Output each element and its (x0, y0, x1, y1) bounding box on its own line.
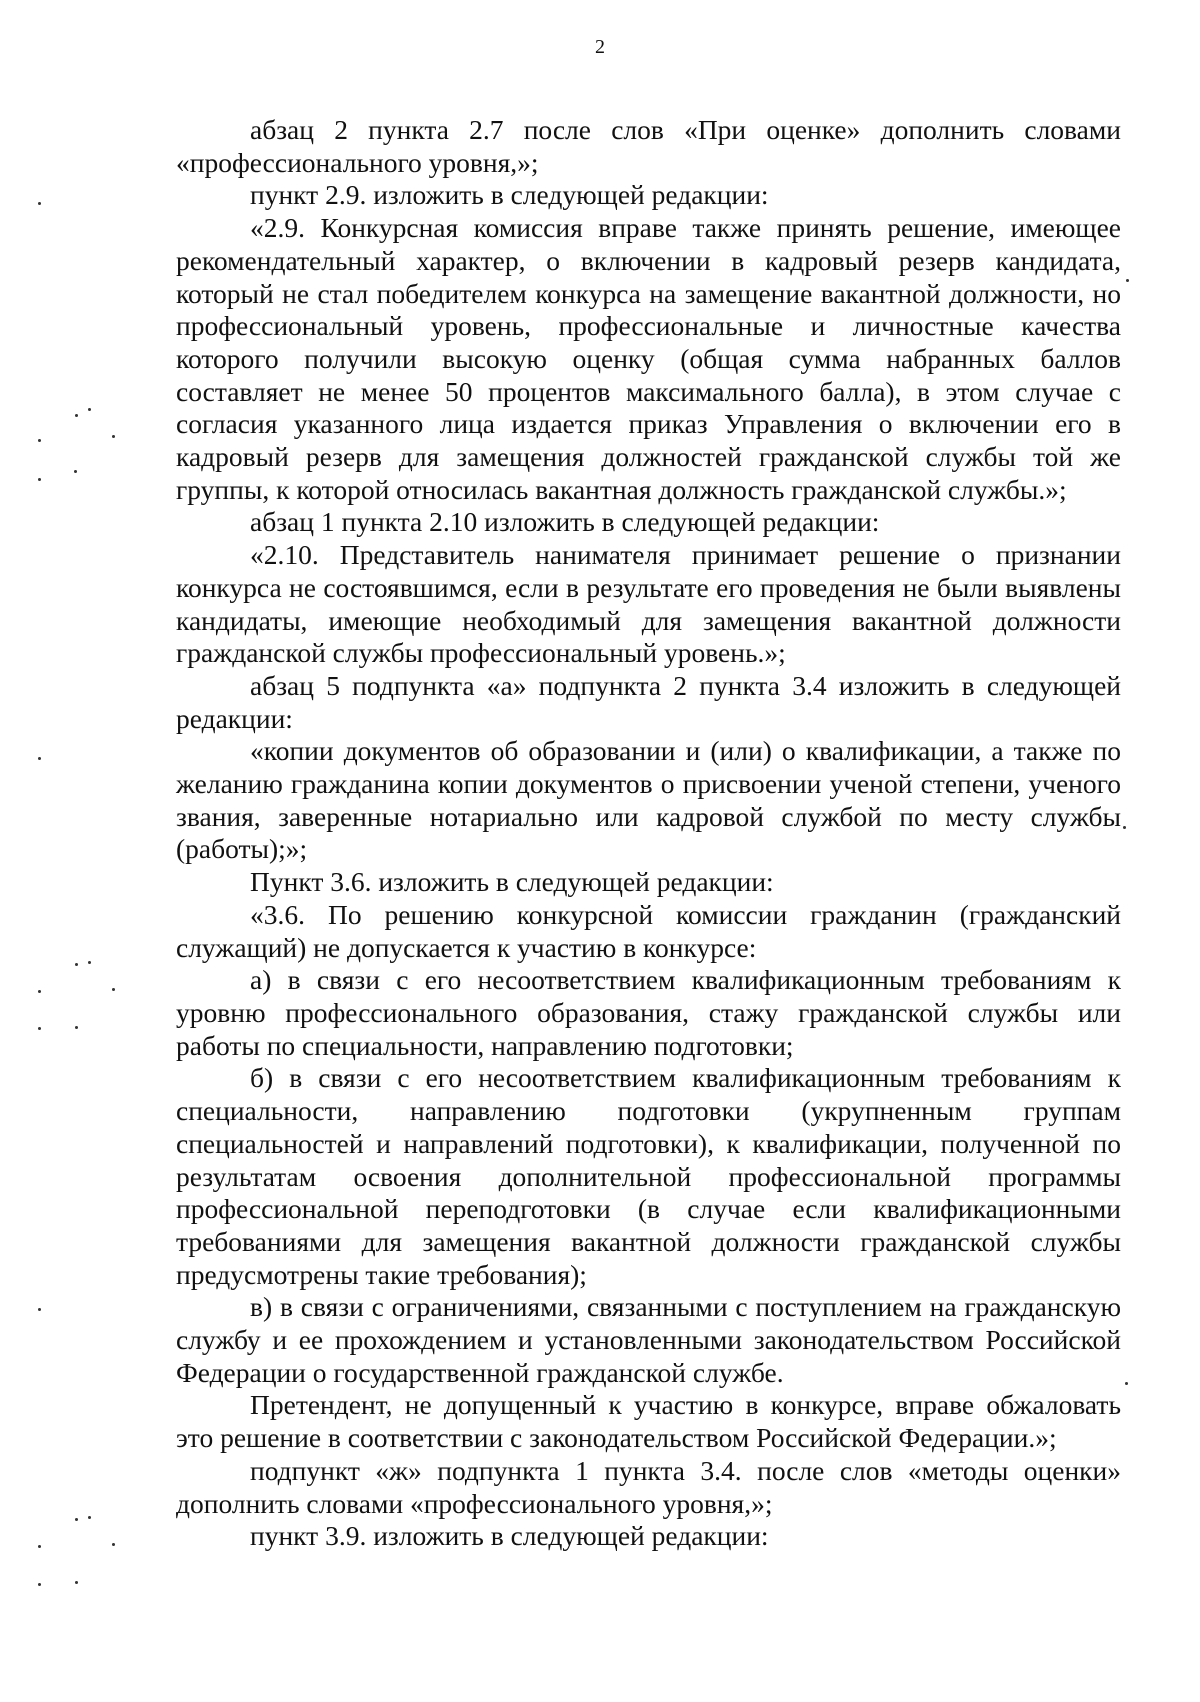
scan-speck (38, 757, 41, 760)
scan-speck (112, 988, 115, 991)
scan-speck (88, 961, 91, 964)
scan-speck (112, 1543, 115, 1546)
document-body (176, 114, 1121, 1553)
scan-speck (38, 478, 41, 481)
scan-speck (38, 1308, 41, 1311)
paragraph-14: подпункт «ж» подпункта 1 пункта 3.4. после слов «методы оценки» дополнить словами «профессионального уровня,»; (176, 1454, 1121, 1519)
scan-speck (75, 1581, 78, 1584)
scan-speck (75, 414, 78, 417)
paragraph-11: б) в связи с его несоответствием квалификационным требованиям к специальности, направлению подготовки (укрупненным группам специальностей и направлений подготовки), к квалификации, полученной по результатам освоения дополнительной профессиональной программы профессиональной переподготовки (в случае если квалификационными требованиями для замещения вакантной должности гражданской службы предусмотрены такие требования); (176, 1062, 1121, 1290)
scan-speck (38, 439, 41, 442)
paragraph-13: Претендент, не допущенный к участию в конкурсе, вправе обжаловать это решение в соответствии с законодательством Российской Федерации.»; (176, 1389, 1121, 1454)
paragraph-10: а) в связи с его несоответствием квалификационным требованиям к уровню профессионального образования, стажу гражданской службы или работы по специальности, направлению подготовки; (176, 964, 1121, 1061)
scan-speck (1123, 826, 1126, 829)
paragraph-9: «3.6. По решению конкурсной комиссии гражданин (гражданский служащий) не допускается к участию в конкурсе: (176, 898, 1121, 963)
scan-speck (75, 1518, 78, 1521)
paragraph-8: Пункт 3.6. изложить в следующей редакции: (250, 866, 774, 898)
scan-speck (1126, 279, 1129, 282)
paragraph-5: «2.10. Представитель нанимателя принимает решение о признании конкурса не состоявшимся, если в результате его проведения не были выявлены кандидаты, имеющие необходимый для замещения вакантной должности гражданской службы профессиональный уровень.»; (176, 539, 1121, 669)
scan-speck (38, 1027, 41, 1030)
paragraph-2: пункт 2.9. изложить в следующей редакции: (250, 179, 769, 211)
scan-speck (112, 435, 115, 438)
paragraph-6: абзац 5 подпункта «а» подпункта 2 пункта 3.4 изложить в следующей редакции: (176, 669, 1121, 734)
scan-speck (38, 1583, 41, 1586)
paragraph-15: пункт 3.9. изложить в следующей редакции: (250, 1520, 769, 1552)
paragraph-7: «копии документов об образовании и (или) о квалификации, а также по желанию гражданина копии документов о присвоении ученой степени, ученого звания, заверенные нотариально или кадровой службой по месту службы (работы);»; (176, 735, 1121, 865)
scan-speck (75, 963, 78, 966)
scan-speck (1125, 1382, 1128, 1385)
scan-speck (38, 202, 41, 205)
scan-speck (88, 1516, 91, 1519)
scan-speck (38, 1545, 41, 1548)
scan-speck (88, 408, 91, 411)
page-number: 2 (595, 36, 605, 58)
paragraph-1: абзац 2 пункта 2.7 после слов «При оценке» дополнить словами «профессионального уровня,»; (176, 114, 1121, 178)
paragraph-3: «2.9. Конкурсная комиссия вправе также принять решение, имеющее рекомендательный характер, о включении в кадровый резерв кандидата, который не стал победителем конкурса на замещение вакантной должности, но профессиональный уровень, профессиональные и личностные качества которого получили высокую оценку (общая сумма набранных баллов составляет не менее 50 процентов максимального балла), в этом случае с согласия указанного лица издается приказ Управления о включении его в кадровый резерв для замещения должностей гражданской службы той же группы, к которой относилась вакантная должность гражданской службы.»; (176, 212, 1121, 505)
scan-speck (75, 1026, 78, 1029)
paragraph-4: абзац 1 пункта 2.10 изложить в следующей редакции: (250, 506, 880, 538)
paragraph-12: в) в связи с ограничениями, связанными с поступлением на гражданскую службу и ее прохождением и установленными законодательством Российской Федерации о государственной гражданской службе. (176, 1291, 1121, 1388)
scan-speck (38, 990, 41, 993)
scan-speck (74, 470, 77, 473)
